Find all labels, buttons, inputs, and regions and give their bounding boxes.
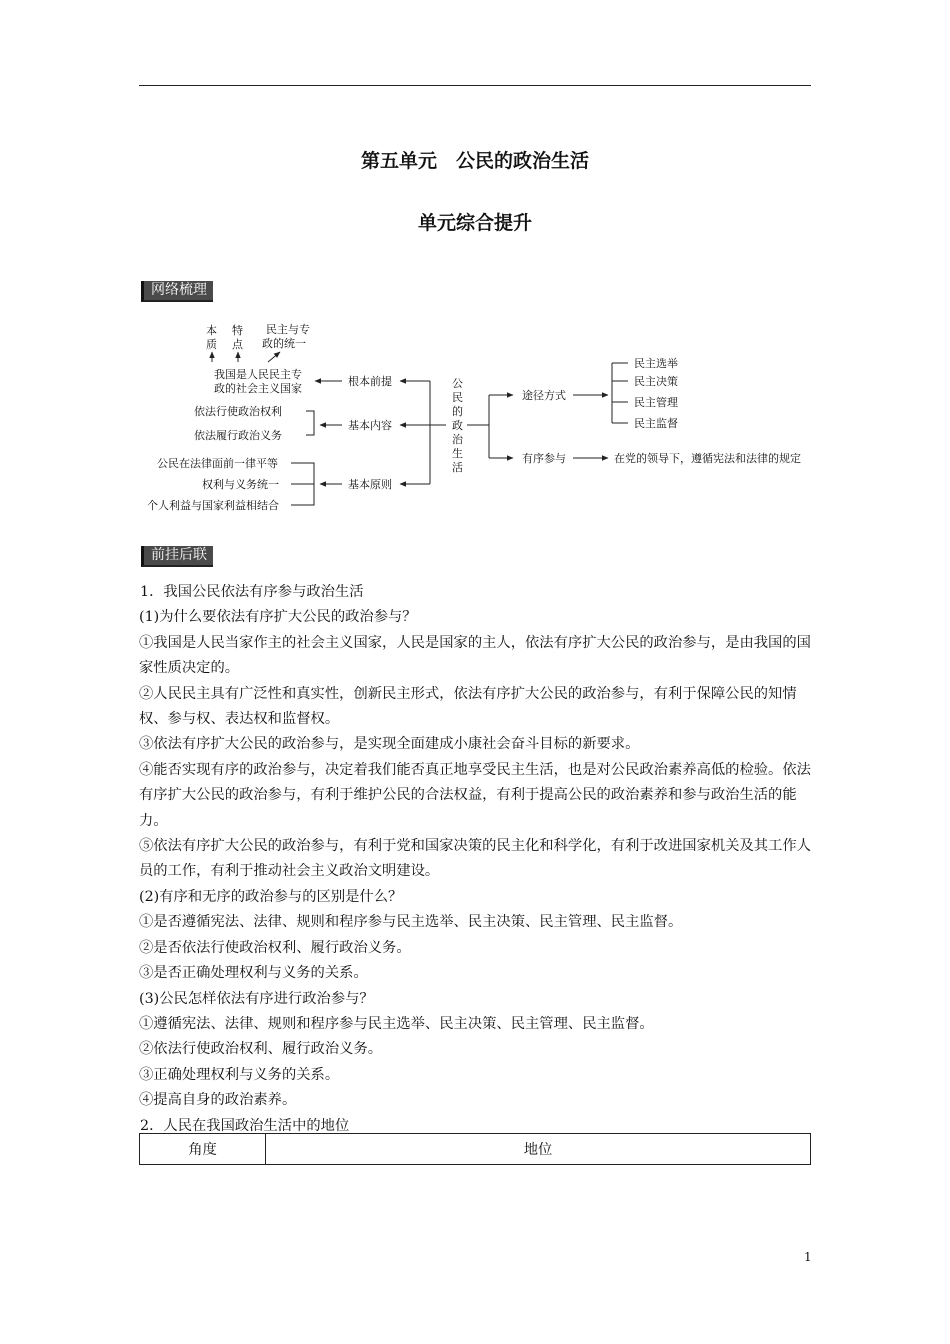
top-feature-1: 特	[232, 324, 243, 337]
branch-orderly: 有序参与	[522, 452, 566, 465]
center-char: 政	[452, 419, 463, 432]
answer-paragraph: ②人民民主具有广泛性和真实性，创新民主形式，依法有序扩大公民的政治参与，有利于保障公民的知情权、参与权、表达权和监督权。	[139, 685, 797, 728]
answer-paragraph: ①我国是人民当家作主的社会主义国家，人民是国家的主人，依法有序扩大公民的政治参与，是由我国的国家性质决定的。	[139, 634, 811, 677]
answer-paragraph: ①遵循宪法、法律、规则和程序参与民主选举、民主决策、民主管理、民主监督。	[139, 1015, 654, 1032]
answer-paragraph: ③依法有序扩大公民的政治参与，是实现全面建成小康社会奋斗目标的新要求。	[139, 736, 640, 753]
section-tag-network: 网络梳理	[141, 281, 213, 302]
top-feature-2: 点	[232, 338, 243, 351]
section-tag-links: 前挂后联	[141, 546, 213, 567]
content-item: 依法行使政治权利	[194, 405, 282, 418]
answer-paragraph: ⑤依法有序扩大公民的政治参与，有利于党和国家决策的民主化和科学化，有利于改进国家机关及其工作人员的工作，有利于推动社会主义政治文明建设。	[139, 838, 811, 880]
answer-paragraph: ④能否实现有序的政治参与，决定着我们能否真正地享受民主生活，也是对公民政治素养高低的检验。依法有序扩大公民的政治参与，有利于维护公民的合法权益，有利于提高公民的政治素养和参与政治生活的能力。	[139, 761, 811, 829]
center-char: 治	[452, 433, 463, 446]
top-unity-line1: 民主与专	[266, 323, 310, 336]
principle-item: 个人利益与国家利益相结合	[147, 499, 279, 512]
answer-paragraph: ③是否正确处理权利与义务的关系。	[139, 965, 368, 982]
body-text	[139, 580, 811, 1139]
branch-premise: 根本前提	[348, 375, 392, 388]
answer-paragraph: ③正确处理权利与义务的关系。	[139, 1066, 340, 1083]
answer-paragraph: ②是否依法行使政治权利、履行政治义务。	[139, 939, 411, 956]
center-char: 生	[452, 447, 463, 460]
page-number: 1	[804, 1250, 812, 1264]
question-1-1: (1)为什么要依法有序扩大公民的政治参与？	[139, 609, 417, 626]
table-header-angle: 角度	[140, 1134, 266, 1165]
answer-paragraph: ②依法行使政治权利、履行政治义务。	[139, 1041, 383, 1058]
premise-node-line1: 我国是人民民主专	[214, 368, 302, 381]
branch-content: 基本内容	[348, 419, 392, 432]
top-essence-2: 质	[206, 338, 217, 351]
orderly-note: 在党的领导下，遵循宪法和法律的规定	[614, 452, 801, 465]
question-1-title: 1．我国公民依法有序参与政治生活	[140, 584, 364, 600]
content-item: 依法履行政治义务	[194, 429, 282, 442]
ways-item: 民主管理	[634, 396, 678, 409]
branch-ways: 途径方式	[522, 389, 566, 402]
ways-item: 民主决策	[634, 375, 678, 388]
question-1-3: (3)公民怎样依法有序进行政治参与？	[139, 990, 374, 1007]
answer-paragraph: ④提高自身的政治素养。	[139, 1092, 297, 1109]
center-char: 公	[452, 377, 463, 390]
center-char: 的	[452, 405, 463, 418]
center-node	[452, 377, 464, 474]
question-2-title: 2．人民在我国政治生活中的地位	[140, 1117, 350, 1134]
answer-paragraph: ①是否遵循宪法、法律、规则和程序参与民主选举、民主决策、民主管理、民主监督。	[139, 914, 683, 931]
principle-item: 公民在法律面前一律平等	[157, 457, 278, 470]
page-subtitle: 单元综合提升	[417, 212, 532, 234]
top-unity-line2: 政的统一	[262, 337, 306, 350]
table-header-row	[140, 1134, 811, 1165]
concept-diagram	[0, 0, 950, 530]
table-header-status: 地位	[266, 1134, 811, 1165]
premise-node-line2: 政的社会主义国家	[214, 382, 302, 395]
principle-item: 权利与义务统一	[202, 478, 279, 491]
status-table	[139, 1133, 811, 1165]
page-title: 第五单元 公民的政治生活	[360, 150, 589, 172]
branch-principle: 基本原则	[348, 478, 392, 491]
center-char: 活	[452, 461, 463, 474]
top-essence-1: 本	[206, 324, 217, 337]
ways-item: 民主选举	[634, 357, 678, 370]
center-char: 民	[452, 391, 463, 404]
question-1-2: (2)有序和无序的政治参与的区别是什么？	[139, 888, 403, 905]
ways-item: 民主监督	[634, 417, 678, 430]
